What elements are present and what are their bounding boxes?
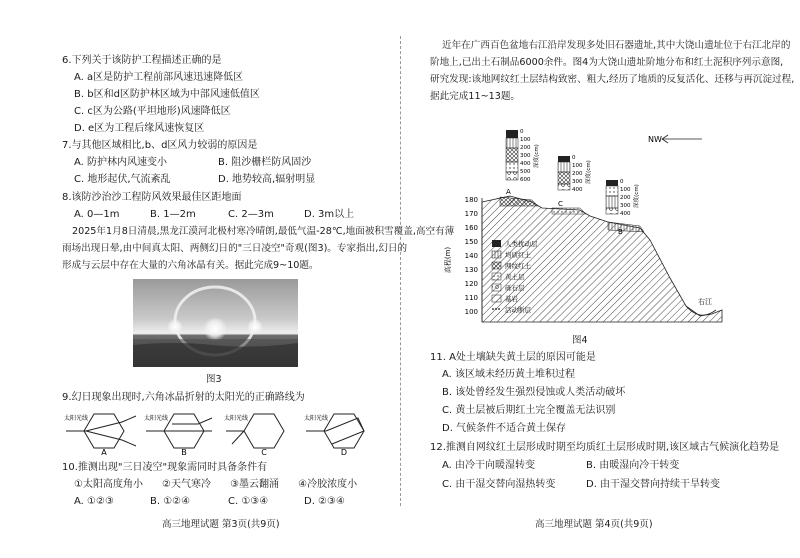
- depth-b-300: 300: [620, 203, 631, 209]
- q9-letter-d: D: [340, 448, 348, 456]
- q11-option-d[interactable]: D. 气候条件不适合黄土保存: [442, 423, 567, 434]
- ytick-130: 130: [464, 266, 478, 274]
- depth-a-500: 500: [520, 169, 531, 175]
- q9-beam-label-a: 太阳光线: [64, 415, 89, 422]
- q10-option-b[interactable]: B. ①②④: [150, 496, 191, 507]
- depth-a-100: 100: [520, 137, 531, 143]
- ytick-180: 180: [464, 196, 478, 204]
- q7-stem: 7.与其他区域相比,b、d区风力较弱的原因是: [62, 140, 258, 151]
- q9-beam-label-c: 太阳光线: [224, 415, 249, 422]
- q9-beam-label-b: 太阳光线: [144, 415, 169, 422]
- ytick-120: 120: [464, 280, 478, 288]
- depth-a-0: 0: [520, 129, 524, 135]
- river-label: 右江: [698, 298, 712, 306]
- q6-option-a[interactable]: A. a区是防护工程前部风速迅速降低区: [74, 72, 244, 83]
- depth-a-200: 200: [520, 145, 531, 151]
- q12-option-a[interactable]: A. 由冷干向暖湿转变: [442, 460, 536, 471]
- legend-6: 基岩: [505, 295, 518, 303]
- depth-c-100: 100: [572, 163, 583, 169]
- right-footer: 高三地理试题 第4页(共9页): [535, 519, 653, 530]
- site-a: A: [506, 188, 511, 196]
- column-a: [506, 129, 540, 183]
- left-footer: 高三地理试题 第3页(共9页): [162, 519, 280, 530]
- right-passage-line-4: 据此完成11~13题。: [430, 91, 521, 102]
- q7-option-b[interactable]: B. 阻沙栅栏防风固沙: [218, 157, 312, 168]
- ytick-100: 100: [464, 308, 478, 316]
- depth-a-400: 400: [520, 161, 531, 167]
- fig4-ylabel: 高程(m): [444, 246, 452, 274]
- depth-b-200: 200: [620, 195, 631, 201]
- legend-4: 黄土层: [505, 273, 525, 281]
- depth-c-300: 300: [572, 179, 583, 185]
- right-passage-line-2: 阶地上,已出土石制品6000余件。图4为大饶山遗址阶地分布和红土泥积序列示意图,: [430, 57, 784, 68]
- depth-label-b: 深度(cm): [634, 184, 640, 208]
- q10-option-c[interactable]: C. ①③④: [228, 496, 269, 507]
- fig4-diagram: [440, 110, 740, 332]
- depth-c-200: 200: [572, 171, 583, 177]
- depth-c-400: 400: [572, 187, 583, 193]
- hexagon-option-b[interactable]: [144, 414, 212, 456]
- depth-b-100: 100: [620, 187, 631, 193]
- q9-letter-c: C: [261, 448, 267, 456]
- passage-line-3: 形成与云层中存在大量的六角冰晶有关。据此完成9~10题。: [62, 260, 319, 271]
- depth-a-300: 300: [520, 153, 531, 159]
- fig4-caption: 图4: [572, 335, 588, 346]
- q9-diagrams: [62, 410, 372, 456]
- ytick-110: 110: [464, 294, 478, 302]
- q6-option-d[interactable]: D. e区为工程后缘风速恢复区: [74, 123, 205, 134]
- legend-7: 活动断层: [505, 306, 531, 314]
- q10-option-d[interactable]: D. ②③④: [304, 496, 345, 507]
- legend-2: 均质红土: [505, 251, 531, 259]
- passage-line-2: 雨场出现日晕,由中间真太阳、两侧幻日的"三日凌空"奇观(图3)。专家指出,幻日的: [62, 243, 408, 254]
- passage-line-1: 2025年1月8日清晨,黑龙江漠河北极村寒冷晴朗,最低气温-28℃,地面被积雪覆盖,高空有薄: [72, 226, 455, 237]
- ytick-170: 170: [464, 210, 478, 218]
- right-passage-line-1: 近年在广西百色盆地右江沿岸发现多处旧石器遗址,其中大饶山遗址位于右江北岸的: [442, 40, 791, 51]
- q8-option-d[interactable]: D. 3m以上: [304, 209, 355, 220]
- column-c: [558, 155, 592, 193]
- q9-beam-label-d: 太阳光线: [304, 415, 329, 422]
- halo-photo: [133, 279, 298, 367]
- q8-stem: 8.该防沙治沙工程防风效果最佳区距地面: [62, 192, 242, 203]
- q9-stem: 9.幻日现象出现时,六角冰晶折射的太阳光的正确路线为: [62, 392, 305, 403]
- hexagon-option-d[interactable]: [304, 414, 364, 456]
- column-b: [606, 179, 640, 217]
- q7-option-a[interactable]: A. 防护林内风速变小: [74, 157, 168, 168]
- hexagon-option-c[interactable]: [224, 414, 284, 456]
- q8-option-a[interactable]: A. 0—1m: [74, 209, 120, 220]
- q11-stem: 11. A处土壤缺失黄土层的原因可能是: [430, 352, 596, 363]
- q12-option-c[interactable]: C. 由干湿交替向湿热转变: [442, 479, 556, 490]
- ytick-140: 140: [464, 252, 478, 260]
- depth-c-0: 0: [572, 155, 576, 161]
- q11-option-c[interactable]: C. 黄土层被后期红土完全覆盖无法识别: [442, 405, 616, 416]
- ytick-160: 160: [464, 224, 478, 232]
- q10-conditions: ①太阳高度角小 ②天气寒冷 ③墨云翻涌 ④冷胶浓度小: [74, 479, 358, 490]
- q7-option-c[interactable]: C. 地形起伏,气流紊乱: [74, 174, 171, 185]
- q6-option-b[interactable]: B. b区和d区防护林区域为中部风速低值区: [74, 89, 260, 100]
- ytick-150: 150: [464, 238, 478, 246]
- q9-letter-b: B: [181, 448, 187, 456]
- site-c: C: [558, 200, 563, 208]
- q10-stem: 10.推测出现"三日凌空"现象需同时具备条件有: [62, 462, 268, 473]
- page-divider: [400, 36, 401, 506]
- q12-option-b[interactable]: B. 由暖湿向冷干转变: [586, 460, 680, 471]
- q11-option-a[interactable]: A. 该区域未经历黄土堆积过程: [442, 369, 576, 380]
- right-passage-line-3: 研究发现:该地网纹红土层结构致密、粗大,经历了地质的反复活化、还移与再沉淀过程,: [430, 74, 795, 85]
- q12-option-d[interactable]: D. 由干湿交替向持续干旱转变: [586, 479, 721, 490]
- q6-stem: 6.下列关于该防护工程描述正确的是: [62, 55, 222, 66]
- legend-5: 砾石层: [505, 284, 525, 292]
- q8-option-b[interactable]: B. 1—2m: [150, 209, 196, 220]
- hexagon-option-a[interactable]: [64, 414, 136, 456]
- q10-option-a[interactable]: A. ①②③: [74, 496, 114, 507]
- legend-3: 网纹红土: [505, 262, 531, 270]
- q7-option-d[interactable]: D. 地势较高,辐射明显: [218, 174, 316, 185]
- depth-label-c: 深度(cm): [586, 160, 592, 184]
- fig3-caption: 图3: [206, 374, 222, 385]
- q9-letter-a: A: [101, 448, 107, 456]
- q8-option-c[interactable]: C. 2—3m: [228, 209, 274, 220]
- depth-b-0: 0: [620, 179, 624, 185]
- q12-stem: 12.推测自网纹红土层形成时期至均质红土层形成时期,该区域古气候演化趋势是: [430, 442, 780, 453]
- depth-a-600: 600: [520, 177, 531, 183]
- depth-b-400: 400: [620, 211, 631, 217]
- q11-option-b[interactable]: B. 该处曾经发生强烈侵蚀或人类活动破坏: [442, 387, 626, 398]
- site-b: B: [618, 228, 623, 236]
- q6-option-c[interactable]: C. c区为公路(平坦地形)风速降低区: [74, 106, 231, 117]
- legend-1: 人类扰动层: [505, 240, 538, 248]
- depth-label-a: 深度(cm): [534, 144, 540, 168]
- fig4-direction: NW: [648, 135, 662, 144]
